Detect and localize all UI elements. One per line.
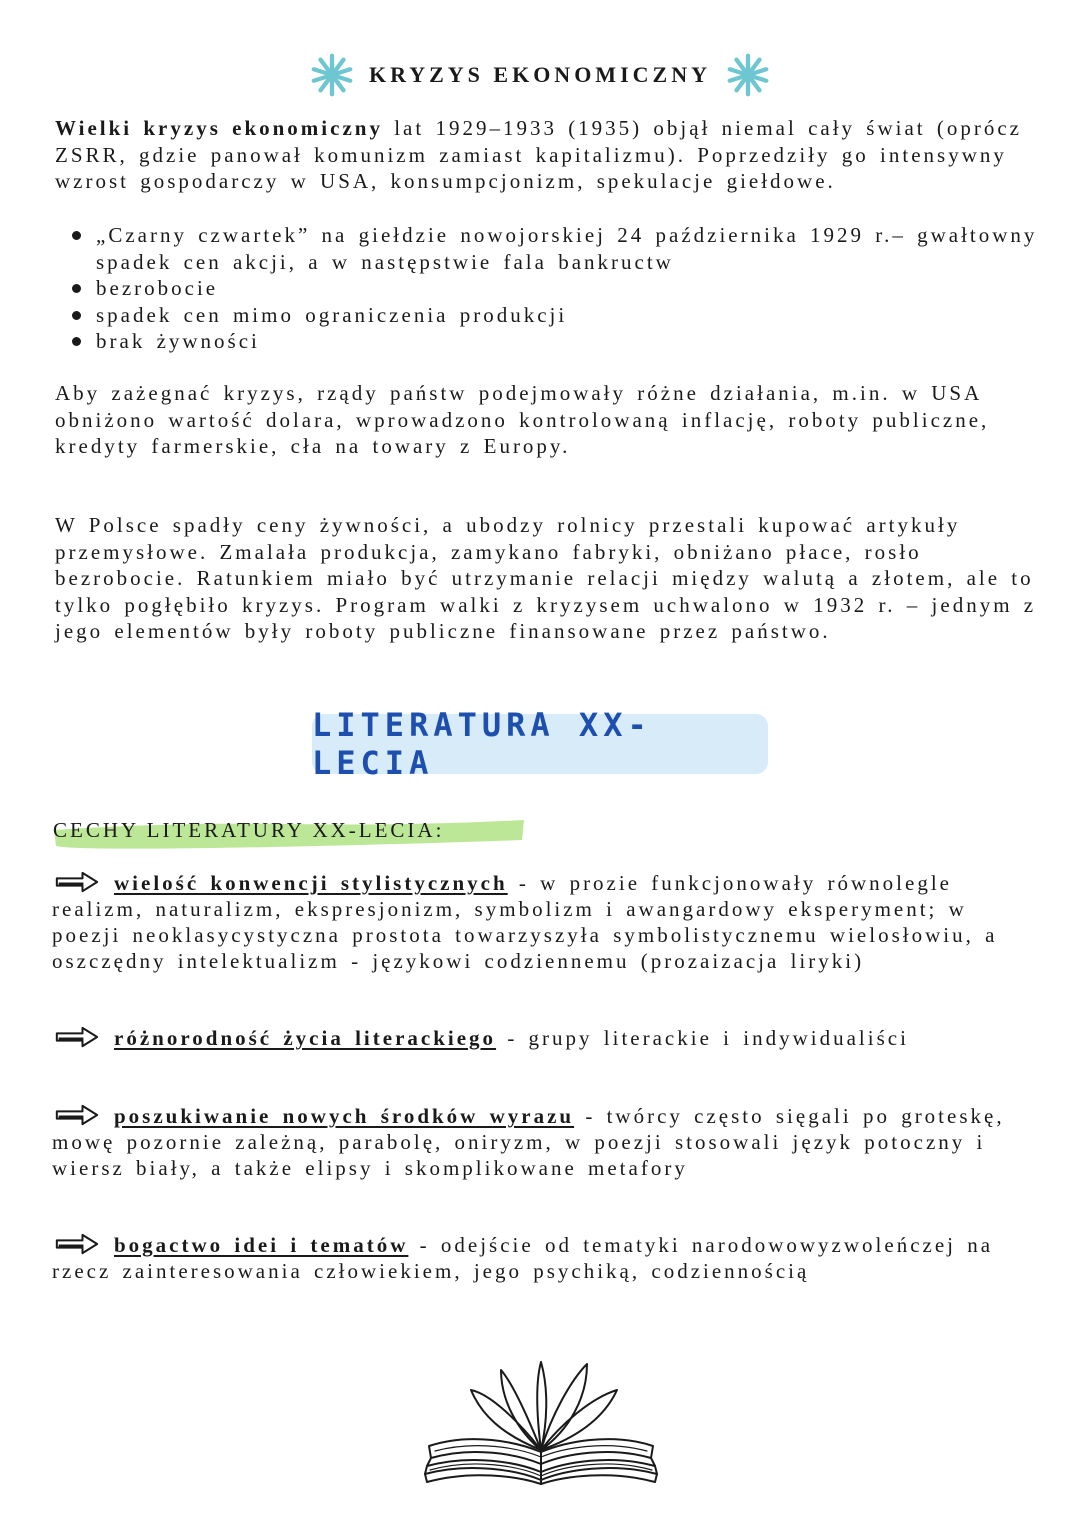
features-heading	[52, 814, 552, 854]
list-item: brak żywności	[70, 328, 1040, 355]
right-arrow-icon	[52, 1104, 102, 1126]
feature-item	[52, 1103, 1042, 1181]
asterisk-star-icon	[725, 52, 771, 98]
feature-item	[52, 1025, 1042, 1051]
feature-term: bogactwo idei i tematów	[114, 1233, 409, 1257]
crisis-usa-paragraph: Aby zażegnać kryzys, rządy państw podejmowały różne działania, m.in. w USA obniżono wartość dolara, wprowadzono kontrolowaną inflację, roboty publiczne, kredyty farmerskie, cła na towary z Europy.	[55, 381, 990, 458]
feature-term: wielość konwencji stylistycznych	[114, 871, 508, 895]
crisis-title: KRYZYS EKONOMICZNY	[369, 62, 711, 87]
list-item: spadek cen mimo ograniczenia produkcji	[70, 302, 1040, 329]
asterisk-star-icon	[309, 52, 355, 98]
crisis-poland-paragraph: W Polsce spadły ceny żywności, a ubodzy rolnicy przestali kupować artykuły przemysłowe. Zmalała produkcja, zamykano fabryki, obniżano płace, rosło bezrobocie. Ratunkiem miało być utrzymanie relacji między walutą a złotem, ale to tylko pogłębiło kryzys. Program walki z kryzysem uchwalono w 1932 r. – jednym z jego elementów były roboty publiczne finansowane przez państwo.	[55, 513, 1037, 643]
crisis-intro	[55, 115, 1045, 195]
crisis-title-row	[0, 52, 1080, 98]
feature-item	[52, 1232, 1042, 1284]
feature-description: - w prozie funkcjonowały równolegle realizm, naturalizm, ekspresjonizm, symbolizm i awangardowy eksperyment; w poezji neoklasycystyczna prostota towarzyszyła symbolistycznemu wielosłowiu, a oszczędny intelektualizm - językowi codziennemu (prozaizacja liryki)	[52, 871, 998, 973]
feature-description: - grupy literackie i indywidualiści	[496, 1026, 909, 1050]
right-arrow-icon	[52, 871, 102, 893]
list-item: „Czarny czwartek” na giełdzie nowojorskiej 24 października 1929 r.– gwałtowny spadek cen akcji, a w następstwie fala bankructw	[70, 222, 1040, 275]
crisis-intro-text: lat 1929–1933 (1935) objął niemal cały świat (oprócz ZSRR, gdzie panował komunizm zamiast kapitalizmu). Poprzedziły go intensywny wzrost gospodarczy w USA, konsumpcjonizm, spekulacje giełdowe.	[55, 116, 1022, 193]
feature-description: - odejście od tematyki narodowowyzwoleńczej na rzecz zainteresowania człowiekiem, jego psychiką, codziennością	[52, 1233, 994, 1283]
literature-banner-title: LITERATURA XX-LECIA	[312, 706, 652, 782]
right-arrow-icon	[52, 1233, 102, 1255]
features-heading-text: CECHY LITERATURY XX-LECIA:	[53, 818, 445, 842]
list-item: bezrobocie	[70, 275, 1040, 302]
crisis-bullet-list	[70, 222, 1040, 355]
literature-banner	[312, 706, 768, 782]
feature-item	[52, 870, 1042, 974]
right-arrow-icon	[52, 1026, 102, 1048]
feature-term: różnorodność życia literackiego	[114, 1026, 497, 1050]
feature-description: - twórcy często sięgali po groteskę, mowę pozornie zależną, parabolę, oniryzm, w poezji stosowali język potoczny i wiersz biały, a także elipsy i skomplikowane metafory	[52, 1104, 1005, 1180]
crisis-intro-bold: Wielki kryzys ekonomiczny	[55, 116, 383, 140]
open-book-icon	[421, 1354, 661, 1486]
feature-term: poszukiwanie nowych środków wyrazu	[114, 1104, 575, 1128]
